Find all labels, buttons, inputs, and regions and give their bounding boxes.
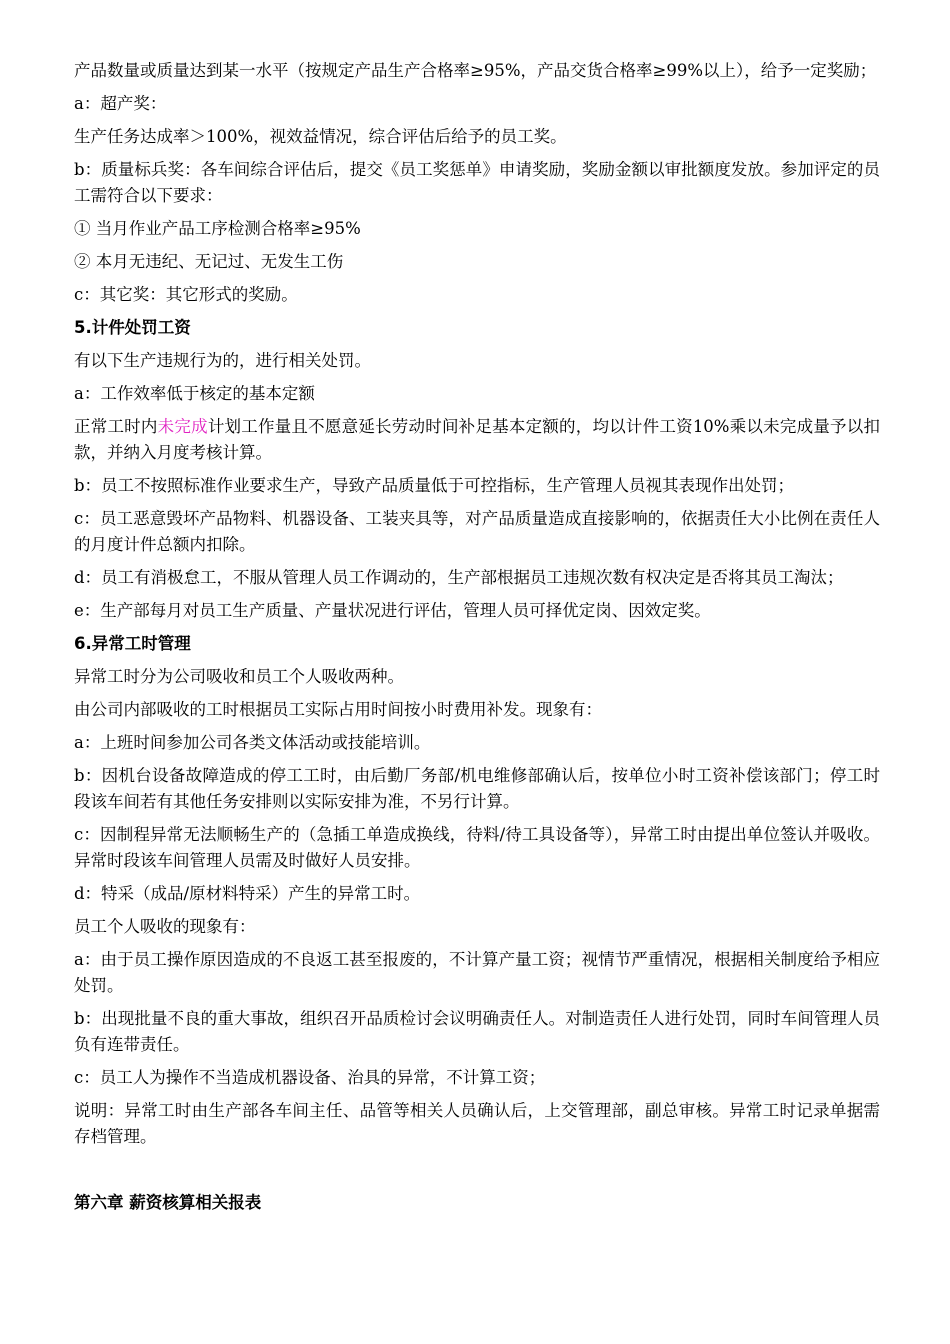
paragraph: a：工作效率低于核定的基本定额 <box>74 384 315 403</box>
paragraph: 产品数量或质量达到某一水平（按规定产品生产合格率≥95%，产品交货合格率≥99%以上），给予一定奖励； <box>74 61 877 80</box>
paragraph <box>74 414 880 466</box>
paragraph: c：其它奖：其它形式的奖励。 <box>74 285 298 304</box>
paragraph: ② 本月无违纪、无记过、无发生工伤 <box>74 252 344 271</box>
paragraph: c：员工恶意毁坏产品物料、机器设备、工装夹具等，对产品质量造成直接影响的，依据责任大小比例在责任人的月度计件总额内扣除。 <box>74 509 880 554</box>
paragraph-text: 正常工时内 <box>74 417 158 436</box>
paragraph: 生产任务达成率＞100%，视效益情况，综合评估后给予的员工奖。 <box>74 127 567 146</box>
paragraph: d：员工有消极怠工，不服从管理人员工作调动的，生产部根据员工违规次数有权决定是否将其员工淘汰； <box>74 568 844 587</box>
paragraph: ① 当月作业产品工序检测合格率≥95% <box>74 219 361 238</box>
paragraph: c：员工人为操作不当造成机器设备、治具的异常，不计算工资； <box>74 1068 546 1087</box>
paragraph: 由公司内部吸收的工时根据员工实际占用时间按小时费用补发。现象有： <box>74 700 602 719</box>
paragraph: 异常工时分为公司吸收和员工个人吸收两种。 <box>74 667 404 686</box>
paragraph: b：出现批量不良的重大事故，组织召开品质检讨会议明确责任人。对制造责任人进行处罚，同时车间管理人员负有连带责任。 <box>74 1009 880 1054</box>
section-heading: 5.计件处罚工资 <box>74 318 191 337</box>
paragraph: a：由于员工操作原因造成的不良返工甚至报废的，不计算产量工资；视情节严重情况，根据相关制度给予相应处罚。 <box>74 950 880 995</box>
chapter-heading: 第六章 薪资核算相关报表 <box>74 1193 262 1212</box>
paragraph: d：特采（成品/原材料特采）产生的异常工时。 <box>74 884 421 903</box>
paragraph-text: 计划工作量且不愿意延长劳动时间补足基本定额的，均以计件工资10%乘以未完成量予以扣款，并纳入月度考核计算。 <box>74 417 881 462</box>
highlighted-text: 未完成 <box>157 417 208 436</box>
section-heading: 6.异常工时管理 <box>74 634 191 653</box>
paragraph: 说明：异常工时由生产部各车间主任、品管等相关人员确认后，上交管理部，副总审核。异常工时记录单据需存档管理。 <box>74 1101 880 1146</box>
paragraph: b：因机台设备故障造成的停工工时，由后勤厂务部/机电维修部确认后，按单位小时工资补偿该部门；停工时段该车间若有其他任务安排则以实际安排为准，不另行计算。 <box>74 766 880 811</box>
paragraph: 有以下生产违规行为的，进行相关处罚。 <box>74 351 371 370</box>
document-page <box>74 58 880 1223</box>
paragraph: 员工个人吸收的现象有： <box>74 917 256 936</box>
paragraph: a：超产奖： <box>74 94 167 113</box>
paragraph: e：生产部每月对员工生产质量、产量状况进行评估，管理人员可择优定岗、因效定奖。 <box>74 601 711 620</box>
paragraph: b：质量标兵奖：各车间综合评估后，提交《员工奖惩单》申请奖励，奖励金额以审批额度发放。参加评定的员工需符合以下要求： <box>74 160 880 205</box>
paragraph: a：上班时间参加公司各类文体活动或技能培训。 <box>74 733 431 752</box>
paragraph: b：员工不按照标准作业要求生产，导致产品质量低于可控指标，生产管理人员视其表现作出处罚； <box>74 476 795 495</box>
paragraph: c：因制程异常无法顺畅生产的（急插工单造成换线，待料/待工具设备等），异常工时由提出单位签认并吸收。异常时段该车间管理人员需及时做好人员安排。 <box>74 825 880 870</box>
